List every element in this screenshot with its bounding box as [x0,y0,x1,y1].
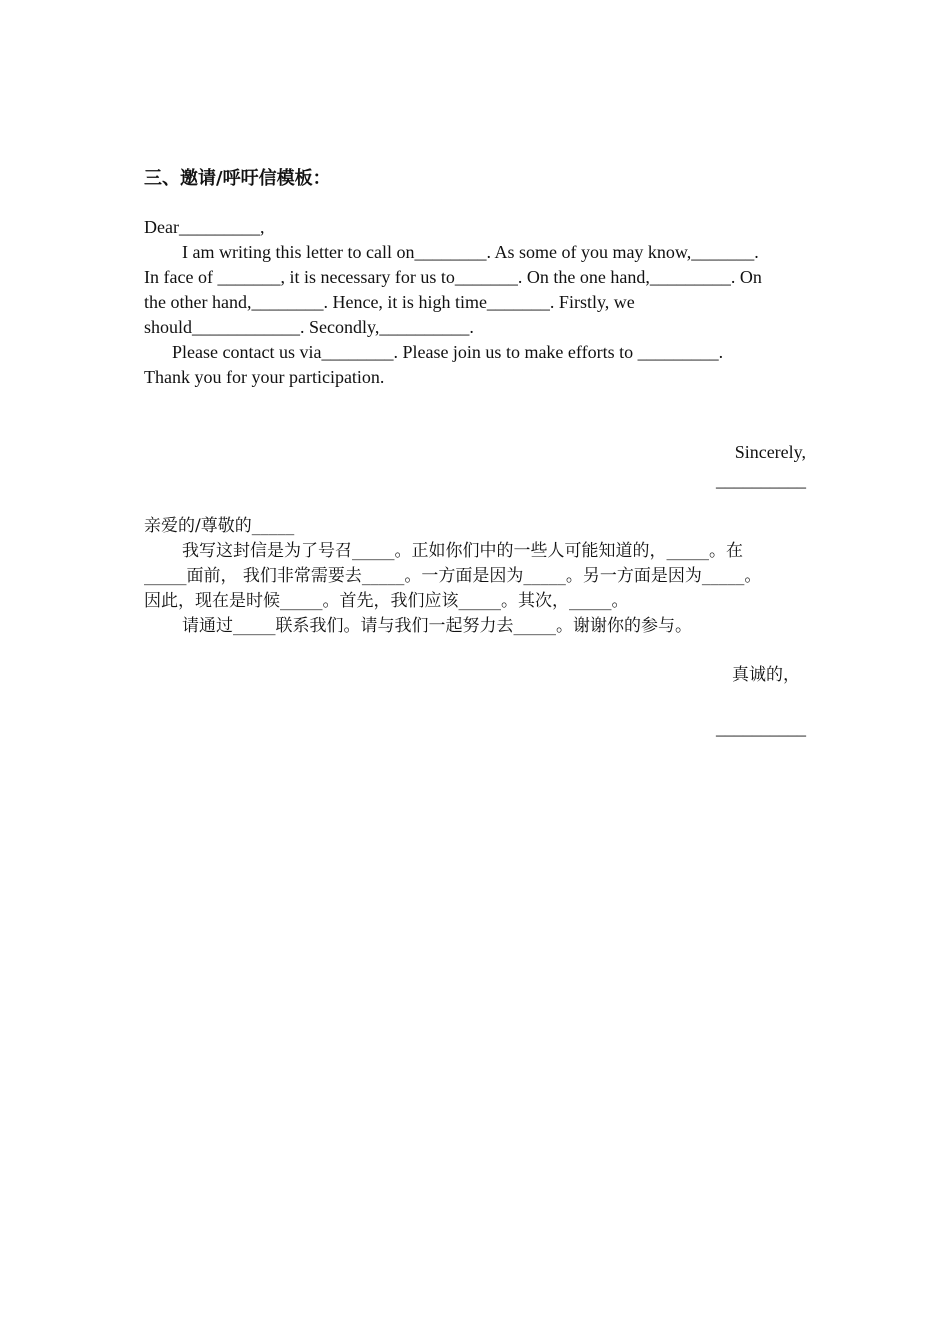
english-signature-blank: __________ [716,470,806,490]
english-body-line: Please contact us via________. Please join us to make efforts to _________. [172,342,724,362]
english-body-line: Thank you for your participation. [144,367,385,387]
english-body-line: should____________. Secondly,__________. [144,317,474,337]
english-body-line: the other hand,________. Hence, it is high time_______. Firstly, we [144,292,635,312]
chinese-body-line: 因此，现在是时候_____。首先，我们应该_____。其次，_____。 [144,591,629,611]
chinese-body-line: 我写这封信是为了号召_____。正如你们中的一些人可能知道的，_____。在 [182,541,743,561]
english-body-line: In face of _______, it is necessary for us to_______. On the one hand,_________. On [144,267,762,287]
chinese-body-line: 请通过_____联系我们。请与我们一起努力去_____。谢谢你的参与。 [182,616,692,636]
chinese-body-line: _____面前， 我们非常需要去_____。一方面是因为_____。另一方面是因为_____。 [144,566,762,586]
english-closing: Sincerely, [734,442,806,462]
english-greeting: Dear_________, [144,217,265,237]
english-body-line: I am writing this letter to call on________. As some of you may know,_______. [182,242,759,262]
chinese-closing: 真诚的， [732,665,800,685]
section-heading: 三、邀请/呼吁信模板： [144,168,331,189]
chinese-greeting: 亲爱的/尊敬的_____ [144,516,295,536]
chinese-signature-blank: __________ [716,718,806,738]
